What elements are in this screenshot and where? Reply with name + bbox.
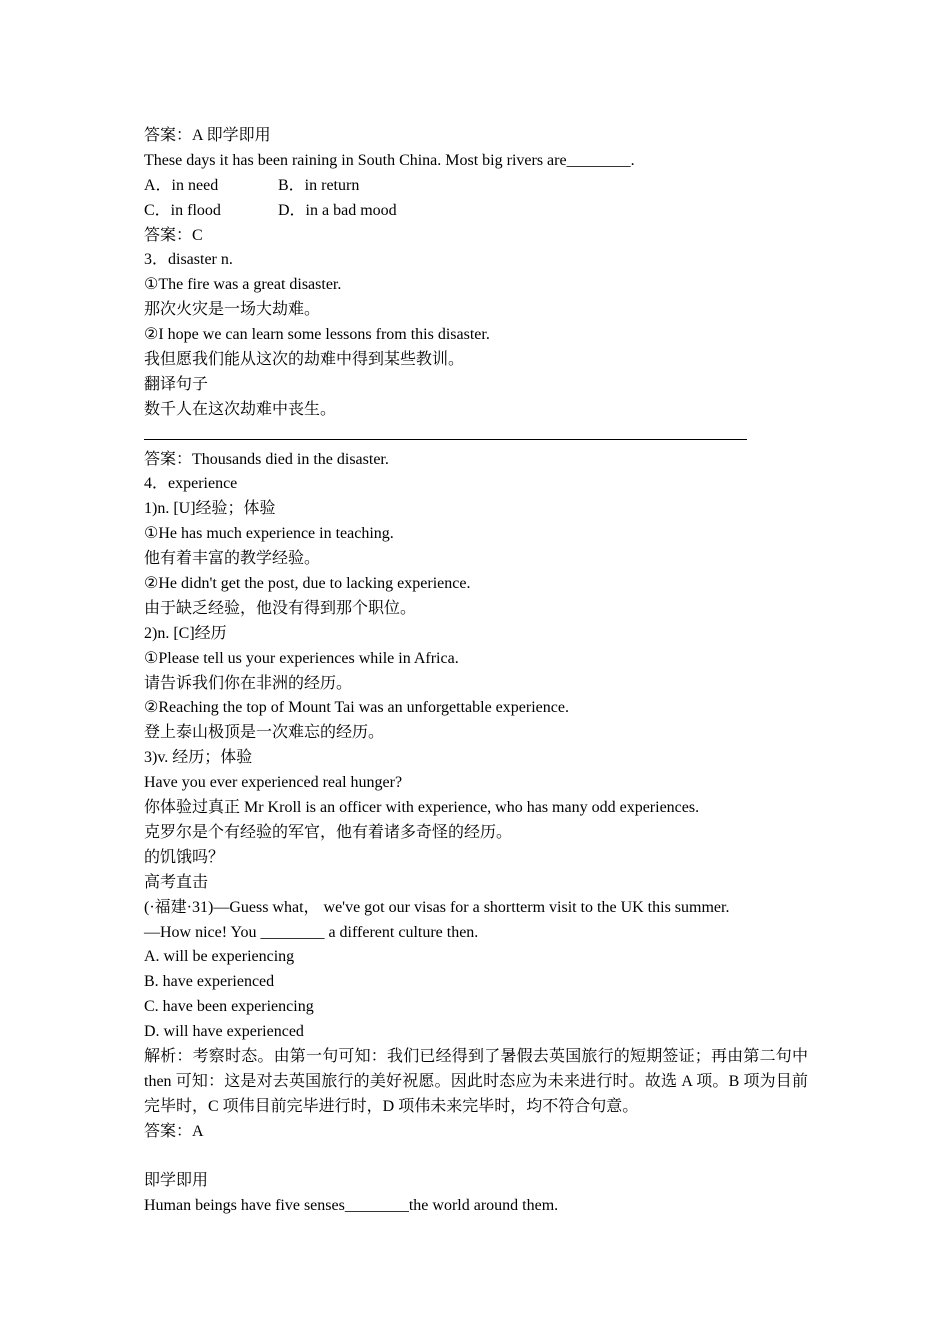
exercise-prompt: 数千人在这次劫难中丧生。	[144, 400, 337, 418]
exam-heading: 高考直击	[144, 873, 209, 891]
sense-heading: 3)v. 经历；体验	[144, 749, 253, 767]
answer-line: 答案：A	[144, 1122, 204, 1140]
section-heading: 3．disaster n.	[144, 251, 233, 269]
example-sentence: ②I hope we can learn some lessons from this disaster.	[144, 326, 490, 344]
option-a: A．in need	[144, 176, 219, 194]
exam-option: B. have experienced	[144, 973, 275, 991]
example-sentence: ①Please tell us your experiences while in Africa.	[144, 649, 459, 667]
document-body	[144, 124, 808, 1219]
exam-question: (·福建·31)—Guess what， we've got our visas for a shortterm visit to the UK this summer.	[144, 898, 730, 916]
answer-line: 答案：C	[144, 226, 203, 244]
question-text: Human beings have five senses________the world around them.	[144, 1197, 559, 1215]
exercise-heading: 即学即用	[144, 1172, 209, 1190]
translation-line: 由于缺乏经验，他没有得到那个职位。	[144, 599, 417, 617]
question-text: These days it has been raining in South China. Most big rivers are________.	[144, 151, 635, 169]
translation-line: 克罗尔是个有经验的军官，他有着诸多奇怪的经历。	[144, 823, 513, 841]
translation-line: 登上泰山极顶是一次难忘的经历。	[144, 724, 385, 742]
translation-line: 的饥饿吗？	[144, 848, 225, 866]
example-sentence: ②He didn't get the post, due to lacking experience.	[144, 575, 471, 593]
translation-line: 他有着丰富的教学经验。	[144, 550, 321, 568]
explanation-paragraph: 解析：考察时态。由第一句可知：我们已经得到了暑假去英国旅行的短期签证；再由第二句中 then 可知：这是对去英国旅行的美好祝愿。因此时态应为未来进行时。故选 A 项。B 项为目前完毕时，C 项伟目前完毕进行时，D 项伟未来完毕时，均不符合句意。	[144, 1047, 808, 1115]
example-sentence: ②Reaching the top of Mount Tai was an unforgettable experience.	[144, 699, 569, 717]
exam-option: C. have been experiencing	[144, 998, 314, 1016]
translation-line: 请告诉我们你在非洲的经历。	[144, 674, 353, 692]
example-sentence: ①He has much experience in teaching.	[144, 525, 394, 543]
blank-line	[144, 1145, 808, 1170]
example-sentence: ①The fire was a great disaster.	[144, 276, 342, 294]
answer-line: 答案：Thousands died in the disaster.	[144, 450, 389, 468]
translation-line: 我但愿我们能从这次的劫难中得到某些教训。	[144, 351, 465, 369]
answer-blank-line	[144, 423, 808, 448]
exam-question: —How nice! You ________ a different culture then.	[144, 923, 479, 941]
option-b: B．in return	[278, 176, 360, 194]
exam-option: A. will be experiencing	[144, 948, 295, 966]
option-c: C．in flood	[144, 201, 221, 219]
example-sentence: Have you ever experienced real hunger?	[144, 774, 403, 792]
mixed-line: 你体验过真正 Mr Kroll is an officer with experience, who has many odd experiences.	[144, 799, 700, 817]
options-row-1	[144, 174, 808, 199]
sense-heading: 2)n. [C]经历	[144, 624, 227, 642]
option-d: D．in a bad mood	[278, 201, 397, 219]
translation-line: 那次火灾是一场大劫难。	[144, 301, 321, 319]
exercise-heading: 翻译句子	[144, 375, 209, 393]
section-heading: 4．experience	[144, 475, 238, 493]
answer-line: 答案：A 即学即用	[144, 127, 271, 144]
options-row-2	[144, 199, 808, 224]
sense-heading: 1)n. [U]经验；体验	[144, 500, 276, 518]
exam-option: D. will have experienced	[144, 1023, 304, 1041]
